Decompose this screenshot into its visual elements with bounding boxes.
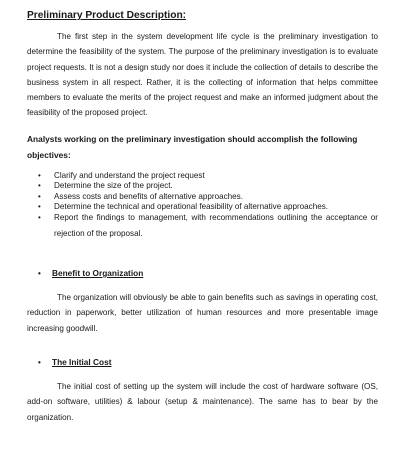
bullet-icon: • (38, 191, 41, 201)
bullet-icon: • (38, 171, 41, 180)
list-item (38, 181, 378, 191)
analysts-heading: Analysts working on the preliminary investigation should accomplish the following objectives: (27, 134, 358, 160)
objective-text: Determine the technical and operational feasibility of alternative approaches. (54, 202, 329, 212)
section-heading-initial-cost (38, 357, 111, 367)
list-item (38, 171, 378, 181)
intro-paragraph (27, 29, 378, 121)
initial-cost-paragraph-text: The initial cost of setting up the system will include the cost of hardware software (OS, add-on software, utilities) & labour (setup & maintenance). The same has to bear by the organization. (27, 382, 378, 422)
list-item (38, 192, 378, 202)
objective-text: Determine the size of the project. (54, 181, 173, 191)
bullet-icon: • (38, 181, 41, 191)
section-title: Benefit to Organization (52, 268, 144, 278)
bullet-icon: • (38, 269, 41, 278)
bullet-icon: • (38, 358, 41, 367)
section-title: The Initial Cost (52, 357, 112, 367)
initial-cost-paragraph (27, 379, 378, 425)
bullet-icon: • (38, 212, 41, 222)
benefit-paragraph-text: The organization will obviously be able to gain benefits such as savings in operating cost, reduction in paperwork, better utilization of human resources and more presentable image increasing goodwill. (27, 293, 378, 333)
document-title: Preliminary Product Description: (27, 10, 187, 21)
objectives-list (38, 171, 378, 242)
list-item (38, 210, 378, 242)
benefit-paragraph (27, 290, 378, 336)
bullet-icon: • (38, 202, 41, 212)
intro-paragraph-text: The first step in the system development life cycle is the preliminary investigation to determine the feasibility of the system. The purpose of the preliminary investigation is to evaluate project requests. It is not a design study nor does it include the collection of details to describe the business system in all respect. Rather, it is the collecting of information that helps committee members to evaluate the merits of the project request and make an informed judgment about the feasibility of the proposed project. (27, 32, 378, 118)
objective-text: Clarify and understand the project request (54, 171, 205, 180)
section-heading-benefit (38, 268, 143, 278)
objective-text: Report the findings to management, with recommendations outlining the acceptance or rejection of the proposal. (54, 212, 378, 238)
objective-text: Assess costs and benefits of alternative approaches. (54, 191, 243, 201)
